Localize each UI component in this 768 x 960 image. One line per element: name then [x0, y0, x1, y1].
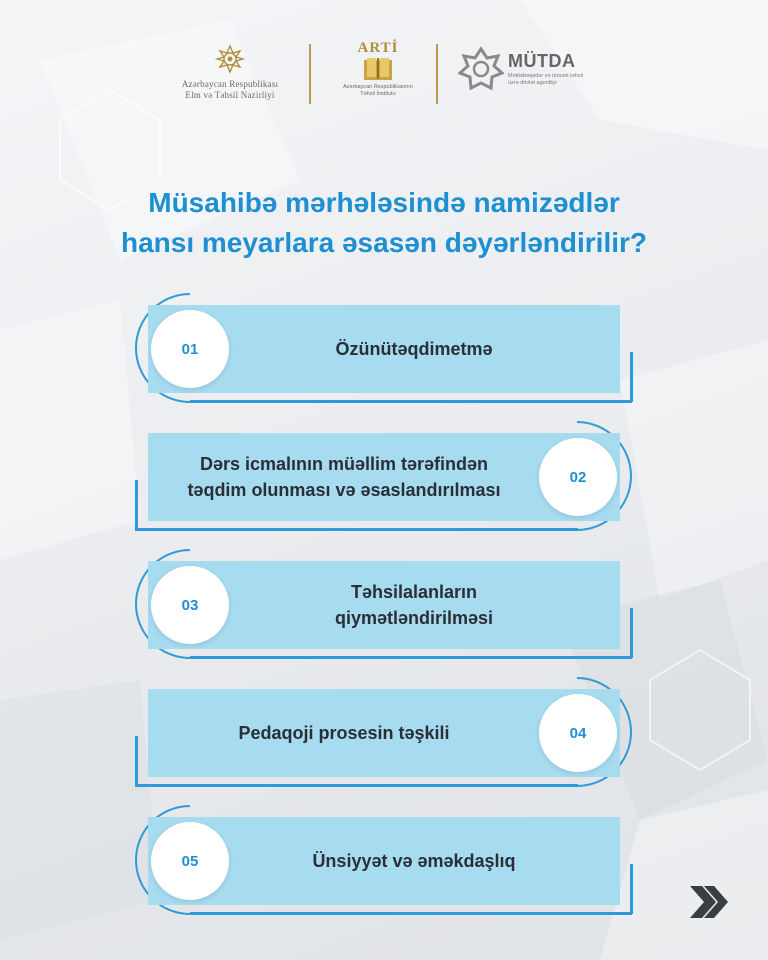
criteria-label-line1: Ünsiyyət və əməkdaşlıq: [312, 851, 516, 871]
card-outline-side: [630, 352, 633, 402]
criteria-number-badge: 04: [539, 694, 617, 772]
double-chevron-right-icon[interactable]: [688, 884, 730, 920]
criteria-label-line1: Təhsilalanların: [350, 582, 478, 602]
header-logos: [0, 40, 768, 110]
mutda-emblem-icon: [458, 46, 504, 92]
ministry-line1: Azərbaycan Respublikası: [181, 79, 279, 89]
ministry-logo: [168, 40, 292, 110]
arti-sub-line1: Azərbaycan Respublikasının: [343, 84, 413, 90]
card-outline-side: [630, 864, 633, 914]
title-line2: hansı meyarlara əsasən dəyərləndirilir?: [120, 227, 648, 258]
criteria-label-line1: Pedaqoji prosesin təşkili: [238, 723, 450, 743]
card-outline-side: [135, 736, 138, 786]
criteria-number-badge: 02: [539, 438, 617, 516]
criteria-number-badge: 05: [151, 822, 229, 900]
ministry-emblem-icon: [215, 44, 245, 74]
header-divider: [309, 44, 311, 104]
card-outline-bottom: [190, 656, 632, 659]
criteria-label-line1: Dərs icmalının müəllim tərəfindən: [199, 454, 489, 474]
book-icon: [363, 57, 393, 81]
criteria-label-line1: Özünütəqdimetmə: [335, 339, 493, 359]
arti-logo: [330, 40, 426, 110]
header-divider: [436, 44, 438, 104]
card-outline-bottom: [190, 400, 632, 403]
criteria-label-line2: təqdim olunması və əsaslandırılması: [187, 480, 501, 500]
card-outline-bottom: [190, 912, 632, 915]
mutda-logo: [458, 40, 608, 110]
ministry-line2: Elm və Təhsil Nazirliyi: [185, 90, 275, 100]
card-outline-bottom: [135, 528, 578, 531]
card-outline-side: [135, 480, 138, 530]
title-line1: Müsahibə mərhələsində namizədlər: [148, 187, 620, 218]
arti-sub-line2: Təhsil İnstitutu: [360, 91, 396, 97]
criteria-number-badge: 01: [151, 310, 229, 388]
criteria-number-badge: 03: [151, 566, 229, 644]
arti-title: ARTİ: [357, 40, 399, 56]
criteria-label-line2: qiymətləndirilməsi: [334, 608, 494, 628]
mutda-sub-line2: üzrə dövlət agentliyi: [508, 80, 557, 86]
mutda-sub-line1: Məktəbəqədər və ümumi təhsil: [508, 73, 583, 79]
page-title: [0, 183, 768, 263]
card-outline-bottom: [135, 784, 578, 787]
card-outline-side: [630, 608, 633, 658]
mutda-name: MÜTDA: [508, 51, 576, 71]
